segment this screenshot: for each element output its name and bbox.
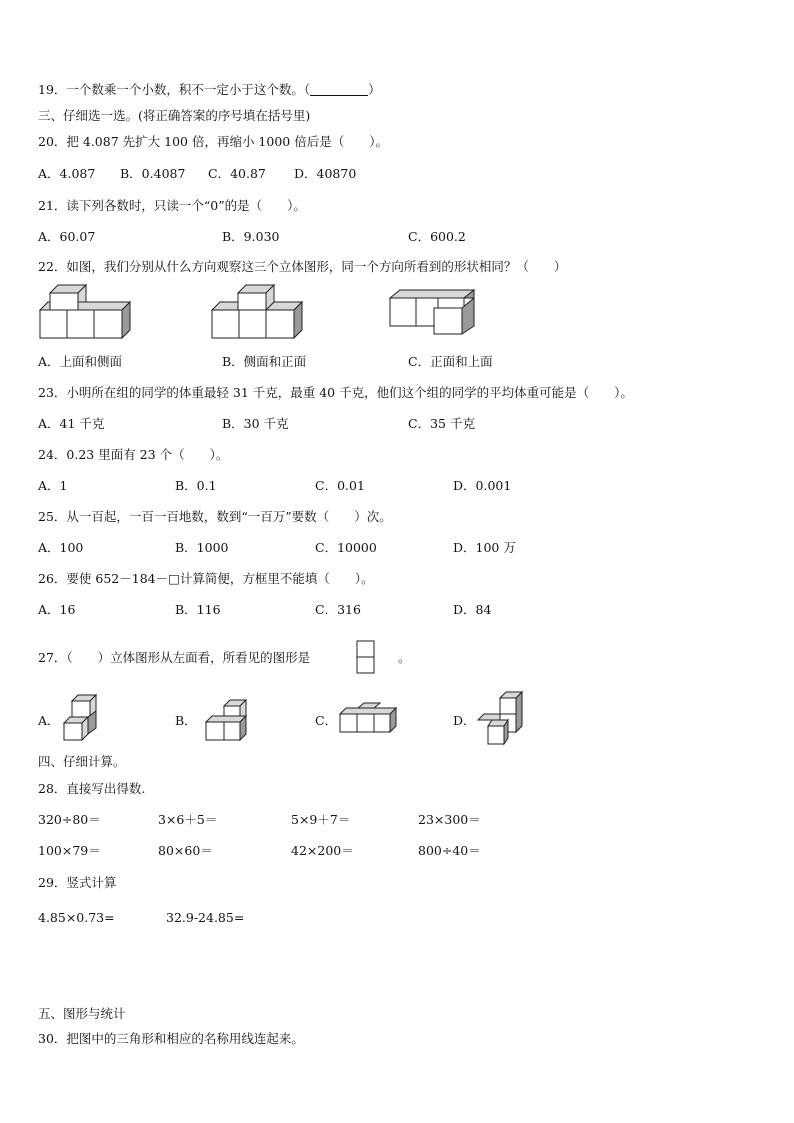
q28-calc-4: 23×300＝ — [418, 812, 481, 827]
q26-option-c[interactable]: C．316 — [315, 602, 361, 617]
q28-text: 28．直接写出得数. — [38, 781, 146, 796]
section5-title: 五、图形与统计 — [38, 1006, 126, 1021]
q23-option-b[interactable]: B．30 千克 — [222, 416, 289, 431]
q27-option-c-figure — [338, 702, 398, 738]
q27-option-d[interactable]: D． — [453, 713, 476, 728]
q29-item-1: 4.85×0.73= — [38, 910, 115, 925]
q27b-cube-2 — [224, 722, 240, 740]
q22-text: 22．如图，我们分别从什么方向观察这三个立体图形，同一个方向所看到的形状相同？（ ） — [38, 259, 567, 274]
q19-text: 19．一个数乘一个小数，积不一定小于这个数。（ — [38, 82, 311, 97]
q23-option-a[interactable]: A．41 千克 — [38, 416, 105, 431]
q26-option-d[interactable]: D．84 — [453, 602, 492, 617]
q24-option-b[interactable]: B．0.1 — [175, 478, 217, 493]
q24-option-d[interactable]: D．0.001 — [453, 478, 512, 493]
q22-option-c[interactable]: C．正面和上面 — [408, 354, 493, 369]
q22-figure-2 — [210, 290, 306, 342]
q27-text-after: 。 — [398, 650, 411, 665]
q28-calc-8: 800÷40＝ — [418, 843, 481, 858]
q22-fig3-cube-front — [434, 308, 462, 334]
q19 — [38, 82, 381, 98]
q29-item-2: 32.9-24.85= — [166, 910, 245, 925]
q22-fig1-cube-3 — [94, 310, 122, 338]
q27b-row-top — [206, 716, 246, 722]
q27-option-a-figure — [62, 692, 98, 744]
q20-option-a[interactable]: A．4.087 — [38, 166, 96, 181]
q22-fig1-cube-1 — [40, 310, 67, 338]
q28-calc-1: 320÷80＝ — [38, 812, 101, 827]
q27-option-c[interactable]: C． — [315, 713, 338, 728]
q27d-side-tall — [516, 692, 522, 732]
q25-option-c[interactable]: C．10000 — [315, 540, 377, 555]
q30-text: 30．把图中的三角形和相应的名称用线连起来。 — [38, 1031, 304, 1046]
q23-text: 23．小明所在组的同学的体重最轻 31 千克，最重 40 千克，他们这个组的同学的平均体重可能是（ ）。 — [38, 385, 633, 400]
q28-calc-6: 80×60＝ — [158, 843, 213, 858]
q21-option-a[interactable]: A．60.07 — [38, 229, 96, 244]
q22-fig2-cube-2 — [239, 310, 266, 338]
q28-calc-5: 100×79＝ — [38, 843, 101, 858]
q27c-cube-1 — [340, 714, 357, 732]
q20-option-b[interactable]: B．0.4087 — [120, 166, 186, 181]
q26-option-a[interactable]: A．16 — [38, 602, 76, 617]
q21-option-c[interactable]: C．600.2 — [408, 229, 466, 244]
q22-fig3-top — [390, 290, 474, 298]
q27-option-d-figure — [476, 690, 528, 748]
q26-option-b[interactable]: B．116 — [175, 602, 221, 617]
q19-answer-blank[interactable] — [310, 83, 368, 96]
q19-close: ） — [368, 82, 381, 97]
q22-fig3-cube-1 — [390, 298, 416, 326]
q27d-cube-top — [500, 698, 516, 714]
q28-calc-7: 42×200＝ — [291, 843, 354, 858]
q21-option-b[interactable]: B．9.030 — [222, 229, 280, 244]
q27c-cube-3 — [374, 714, 390, 732]
section3-title: 三、仔细选一选。(将正确答案的序号填在括号里) — [38, 108, 311, 123]
q24-text: 24．0.23 里面有 23 个（ ）。 — [38, 447, 229, 462]
q29-text: 29．竖式计算 — [38, 875, 117, 890]
q27c-cube-2 — [357, 714, 374, 732]
q25-option-d[interactable]: D．100 万 — [453, 540, 516, 555]
q22-fig2-cube-3 — [266, 310, 294, 338]
q22-option-a[interactable]: A．上面和侧面 — [38, 354, 123, 369]
q20-option-c[interactable]: C．40.87 — [208, 166, 266, 181]
q27a-cube-top — [72, 701, 90, 717]
q27c-top-cube-top — [358, 703, 380, 708]
q28-calc-2: 3×6＋5＝ — [158, 812, 218, 827]
q21-text: 21．读下列各数时，只读一个“0”的是（ ）。 — [38, 198, 306, 213]
q22-figure-3 — [388, 290, 488, 342]
q27a-cube-front — [64, 723, 82, 740]
q24-option-c[interactable]: C．0.01 — [315, 478, 365, 493]
q22-option-b[interactable]: B．侧面和正面 — [222, 354, 307, 369]
q22-fig1-cube-top — [50, 293, 78, 310]
q28-calc-3: 5×9＋7＝ — [291, 812, 351, 827]
q27-left-view-figure — [356, 640, 376, 676]
q27-option-b[interactable]: B． — [175, 713, 197, 728]
q27-view-square-top — [357, 641, 374, 657]
q20-text: 20．把 4.087 先扩大 100 倍，再缩小 1000 倍后是（ ）。 — [38, 134, 388, 149]
section4-title: 四、仔细计算。 — [38, 754, 126, 769]
q25-option-a[interactable]: A．100 — [38, 540, 84, 555]
q22-fig2-cube-top — [238, 293, 266, 310]
q22-fig1-cube-2 — [67, 310, 94, 338]
q26-text: 26．要使 652－184－□计算简便，方框里不能填（ ）。 — [38, 571, 374, 586]
q25-text: 25．从一百起，一百一百地数，数到“一百万”要数（ ）次。 — [38, 509, 392, 524]
q27-option-a[interactable]: A． — [38, 713, 60, 728]
q20-option-d[interactable]: D．40870 — [294, 166, 357, 181]
q27b-cube-1 — [206, 722, 224, 740]
q22-figure-1 — [38, 290, 134, 342]
q27d-cube-front — [488, 726, 504, 744]
q22-fig3-cube-3-top — [438, 298, 464, 308]
q27-option-b-figure — [204, 698, 250, 744]
q27c-row-top — [340, 708, 396, 714]
q25-option-b[interactable]: B．1000 — [175, 540, 229, 555]
q27-view-square-bottom — [357, 657, 374, 673]
q24-option-a[interactable]: A．1 — [38, 478, 68, 493]
q22-fig2-cube-1 — [212, 310, 239, 338]
q27 — [38, 650, 310, 666]
q27-text-before: 27．（ ）立体图形从左面看，所看见的图形是 — [38, 650, 311, 665]
q23-option-c[interactable]: C．35 千克 — [408, 416, 475, 431]
